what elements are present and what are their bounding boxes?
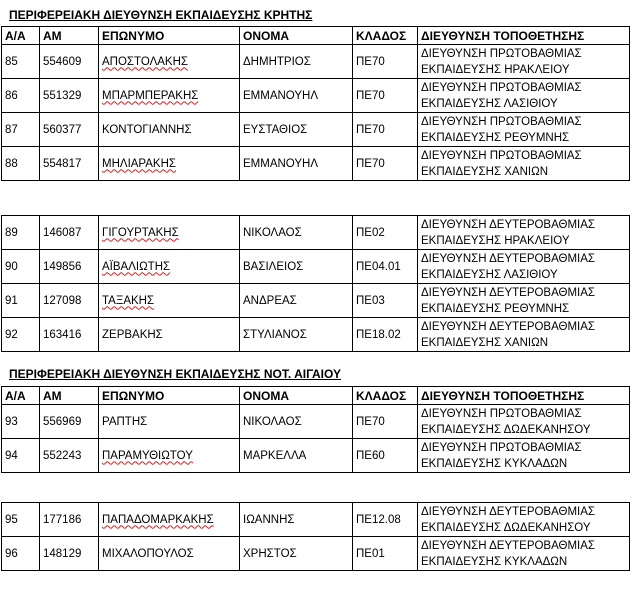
table-row: [2, 503, 630, 537]
am-cell: 556969: [40, 405, 99, 439]
klados-cell: ΠΕ03: [353, 284, 418, 318]
placement-line-2: ΕΚΠΑΙΔΕΥΣΗΣ ΧΑΝΙΩΝ: [421, 336, 548, 349]
placement-line-1: ΔΙΕΥΘΥΝΣΗ ΔΕΥΤΕΡΟΒΑΘΜΙΑΣ: [421, 252, 596, 265]
section-title-crete: ΠΕΡΙΦΕΡΕΙΑΚΗ ΔΙΕΥΘΥΝΣΗ ΕΚΠΑΙΔΕΥΣΗΣ ΚΡΗΤΗΣ: [9, 8, 313, 22]
surname-text: ΤΑΞΑΚΗΣ: [102, 294, 155, 307]
name-cell: ΙΩΑΝΝΗΣ: [240, 503, 353, 537]
klados-cell: ΠΕ60: [353, 439, 418, 473]
klados-cell: ΠΕ70: [353, 45, 418, 79]
placement-line-2: ΕΚΠΑΙΔΕΥΣΗΣ ΔΩΔΕΚΑΝΗΣΟΥ: [421, 521, 591, 534]
am-cell: 551329: [40, 79, 99, 113]
placement-line-1: ΔΙΕΥΘΥΝΣΗ ΔΕΥΤΕΡΟΒΑΘΜΙΑΣ: [421, 218, 596, 231]
table-row: [2, 113, 630, 147]
table-row: [2, 147, 630, 181]
header-name: ΟΝΟΜΑ: [240, 27, 353, 45]
header-placement: ΔΙΕΥΘΥΝΣΗ ΤΟΠΟΘΕΤΗΣΗΣ: [418, 387, 630, 405]
placement-line-2: ΕΚΠΑΙΔΕΥΣΗΣ ΗΡΑΚΛΕΙΟΥ: [421, 234, 570, 247]
klados-cell: ΠΕ12.08: [353, 503, 418, 537]
klados-cell: ΠΕ70: [353, 147, 418, 181]
placement-line-2: ΕΚΠΑΙΔΕΥΣΗΣ ΛΑΣΙΘΙΟΥ: [421, 268, 558, 281]
surname-text: ΜΗΛΙΑΡΑΚΗΣ: [102, 157, 177, 170]
section-title-south-aegean: ΠΕΡΙΦΕΡΕΙΑΚΗ ΔΙΕΥΘΥΝΣΗ ΕΚΠΑΙΔΕΥΣΗΣ ΝΟΤ. ΑΙΓΑΙΟΥ: [9, 367, 341, 381]
placement-cell: [418, 147, 630, 181]
placement-line-1: ΔΙΕΥΘΥΝΣΗ ΠΡΩΤΟΒΑΘΜΙΑΣ: [421, 115, 582, 128]
placement-line-2: ΕΚΠΑΙΔΕΥΣΗΣ ΗΡΑΚΛΕΙΟΥ: [421, 63, 570, 76]
surname-cell: ΚΟΝΤΟΓΙΑΝΝΗΣ: [99, 113, 240, 147]
placement-line-1: ΔΙΕΥΘΥΝΣΗ ΔΕΥΤΕΡΟΒΑΘΜΙΑΣ: [421, 539, 596, 552]
aa-cell: 89: [2, 216, 40, 250]
aa-cell: 93: [2, 405, 40, 439]
placement-line-2: ΕΚΠΑΙΔΕΥΣΗΣ ΚΥΚΛΑΔΩΝ: [421, 555, 568, 568]
placement-cell: [418, 216, 630, 250]
name-cell: ΝΙΚΟΛΑΟΣ: [240, 405, 353, 439]
name-cell: ΒΑΣΙΛΕΙΟΣ: [240, 250, 353, 284]
table-row: [2, 79, 630, 113]
placement-cell: [418, 250, 630, 284]
aa-cell: 87: [2, 113, 40, 147]
surname-text: ΑΠΟΣΤΟΛΑΚΗΣ: [102, 55, 189, 68]
header-surname: ΕΠΩΝΥΜΟ: [99, 27, 240, 45]
table-row: [2, 318, 630, 352]
klados-cell: ΠΕ18.02: [353, 318, 418, 352]
surname-cell: [99, 503, 240, 537]
surname-cell: [99, 45, 240, 79]
table-row: [2, 439, 630, 473]
table-row: [2, 405, 630, 439]
table-row: [2, 284, 630, 318]
placement-line-1: ΔΙΕΥΘΥΝΣΗ ΔΕΥΤΕΡΟΒΑΘΜΙΑΣ: [421, 320, 596, 333]
am-cell: 146087: [40, 216, 99, 250]
name-cell: ΝΙΚΟΛΑΟΣ: [240, 216, 353, 250]
crete-secondary-table: [1, 215, 630, 352]
klados-cell: ΠΕ01: [353, 537, 418, 571]
klados-cell: ΠΕ04.01: [353, 250, 418, 284]
header-klados: ΚΛΑΔΟΣ: [353, 387, 418, 405]
surname-cell: [99, 250, 240, 284]
table-header-row: [2, 27, 630, 45]
am-cell: 560377: [40, 113, 99, 147]
klados-cell: ΠΕ02: [353, 216, 418, 250]
klados-cell: ΠΕ70: [353, 405, 418, 439]
surname-cell: [99, 216, 240, 250]
klados-cell: ΠΕ70: [353, 113, 418, 147]
placement-line-2: ΕΚΠΑΙΔΕΥΣΗΣ ΔΩΔΕΚΑΝΗΣΟΥ: [421, 423, 591, 436]
placement-cell: [418, 405, 630, 439]
surname-cell: ΖΕΡΒΑΚΗΣ: [99, 318, 240, 352]
aa-cell: 94: [2, 439, 40, 473]
surname-text: ΠΑΠΑΔΟΜΑΡΚΑΚΗΣ: [102, 513, 214, 526]
aa-cell: 96: [2, 537, 40, 571]
am-cell: 177186: [40, 503, 99, 537]
aa-cell: 88: [2, 147, 40, 181]
am-cell: 149856: [40, 250, 99, 284]
placement-line-1: ΔΙΕΥΘΥΝΣΗ ΠΡΩΤΟΒΑΘΜΙΑΣ: [421, 47, 582, 60]
aa-cell: 90: [2, 250, 40, 284]
header-aa: Α/Α: [2, 387, 40, 405]
header-am: ΑΜ: [40, 27, 99, 45]
placement-cell: [418, 439, 630, 473]
table-row: [2, 216, 630, 250]
surname-text: ΠΑΡΑΜΥΘΙΩΤΟΥ: [102, 449, 193, 462]
crete-primary-table: [1, 26, 630, 181]
placement-line-2: ΕΚΠΑΙΔΕΥΣΗΣ ΛΑΣΙΘΙΟΥ: [421, 97, 558, 110]
am-cell: 127098: [40, 284, 99, 318]
name-cell: ΧΡΗΣΤΟΣ: [240, 537, 353, 571]
surname-cell: [99, 147, 240, 181]
header-aa: Α/Α: [2, 27, 40, 45]
surname-cell: ΜΙΧΑΛΟΠΟΥΛΟΣ: [99, 537, 240, 571]
placement-line-2: ΕΚΠΑΙΔΕΥΣΗΣ ΡΕΘΥΜΝΗΣ: [421, 131, 570, 144]
placement-cell: [418, 79, 630, 113]
name-cell: ΕΥΣΤΑΘΙΟΣ: [240, 113, 353, 147]
name-cell: ΕΜΜΑΝΟΥΗΛ: [240, 147, 353, 181]
placement-line-2: ΕΚΠΑΙΔΕΥΣΗΣ ΚΥΚΛΑΔΩΝ: [421, 457, 568, 470]
placement-line-1: ΔΙΕΥΘΥΝΣΗ ΠΡΩΤΟΒΑΘΜΙΑΣ: [421, 441, 582, 454]
am-cell: 552243: [40, 439, 99, 473]
placement-cell: [418, 537, 630, 571]
header-name: ΟΝΟΜΑ: [240, 387, 353, 405]
placement-line-1: ΔΙΕΥΘΥΝΣΗ ΠΡΩΤΟΒΑΘΜΙΑΣ: [421, 407, 582, 420]
name-cell: ΕΜΜΑΝΟΥΗΛ: [240, 79, 353, 113]
table-row: [2, 45, 630, 79]
header-am: ΑΜ: [40, 387, 99, 405]
aa-cell: 86: [2, 79, 40, 113]
am-cell: 554817: [40, 147, 99, 181]
aegean-primary-table: [1, 386, 630, 473]
surname-cell: [99, 79, 240, 113]
table-row: [2, 537, 630, 571]
surname-cell: [99, 284, 240, 318]
aa-cell: 95: [2, 503, 40, 537]
placement-line-1: ΔΙΕΥΘΥΝΣΗ ΠΡΩΤΟΒΑΘΜΙΑΣ: [421, 149, 582, 162]
aegean-secondary-table: [1, 502, 630, 571]
table-row: [2, 250, 630, 284]
placement-cell: [418, 113, 630, 147]
placement-line-2: ΕΚΠΑΙΔΕΥΣΗΣ ΧΑΝΙΩΝ: [421, 165, 548, 178]
surname-cell: ΡΑΠΤΗΣ: [99, 405, 240, 439]
aa-cell: 91: [2, 284, 40, 318]
placement-line-1: ΔΙΕΥΘΥΝΣΗ ΔΕΥΤΕΡΟΒΑΘΜΙΑΣ: [421, 505, 596, 518]
name-cell: ΑΝΔΡΕΑΣ: [240, 284, 353, 318]
header-placement: ΔΙΕΥΘΥΝΣΗ ΤΟΠΟΘΕΤΗΣΗΣ: [418, 27, 630, 45]
header-surname: ΕΠΩΝΥΜΟ: [99, 387, 240, 405]
name-cell: ΣΤΥΛΙΑΝΟΣ: [240, 318, 353, 352]
placement-line-2: ΕΚΠΑΙΔΕΥΣΗΣ ΡΕΘΥΜΝΗΣ: [421, 302, 570, 315]
placement-cell: [418, 45, 630, 79]
placement-line-1: ΔΙΕΥΘΥΝΣΗ ΔΕΥΤΕΡΟΒΑΘΜΙΑΣ: [421, 286, 596, 299]
surname-text: ΓΙΓΟΥΡΤΑΚΗΣ: [102, 226, 179, 239]
name-cell: ΜΑΡΚΕΛΛΑ: [240, 439, 353, 473]
placement-line-1: ΔΙΕΥΘΥΝΣΗ ΠΡΩΤΟΒΑΘΜΙΑΣ: [421, 81, 582, 94]
surname-cell: [99, 439, 240, 473]
header-klados: ΚΛΑΔΟΣ: [353, 27, 418, 45]
placement-cell: [418, 284, 630, 318]
am-cell: 163416: [40, 318, 99, 352]
am-cell: 554609: [40, 45, 99, 79]
aa-cell: 85: [2, 45, 40, 79]
surname-text: ΜΠΑΡΜΠΕΡΑΚΗΣ: [102, 89, 199, 102]
surname-text: ΑΪΒΑΛΙΩΤΗΣ: [102, 260, 171, 273]
aa-cell: 92: [2, 318, 40, 352]
placement-cell: [418, 503, 630, 537]
am-cell: 148129: [40, 537, 99, 571]
name-cell: ΔΗΜΗΤΡΙΟΣ: [240, 45, 353, 79]
table-header-row: [2, 387, 630, 405]
klados-cell: ΠΕ70: [353, 79, 418, 113]
placement-cell: [418, 318, 630, 352]
